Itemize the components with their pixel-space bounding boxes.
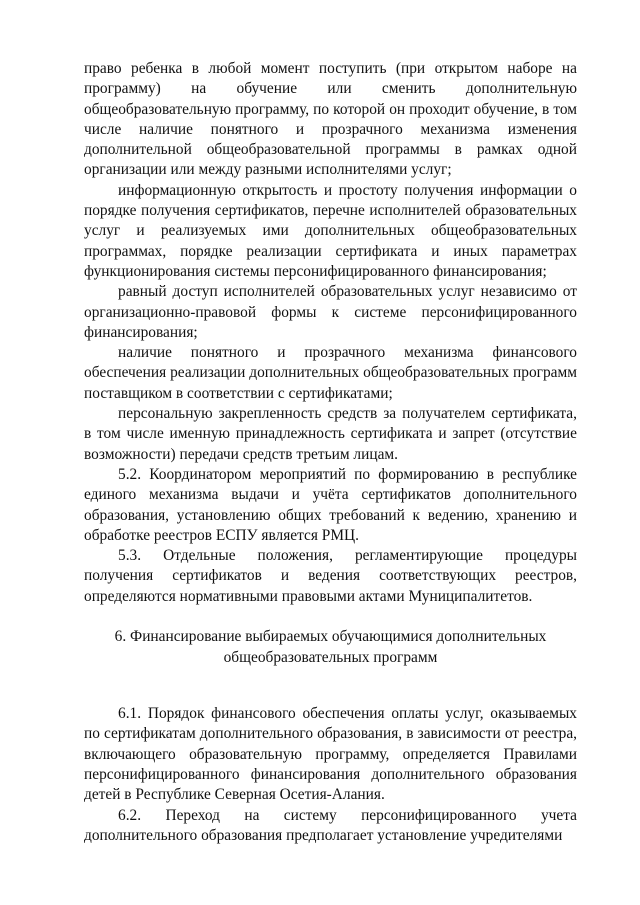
paragraph-6-1: 6.1. Порядок финансового обеспечения оплаты услуг, оказываемых по сертификатам дополнительного образования, в зависимости от реестра, включающего образовательную программу, определяется Правилами персонифицированного финансирования дополнительного образования детей в Республике Северная Осетия-Алания.	[84, 705, 577, 804]
document-body	[84, 59, 577, 846]
paragraph-5-3: 5.3. Отдельные положения, регламентирующие процедуры получения сертификатов и ведения соответствующих реестров, определяются нормативными правовыми актами Муниципалитетов.	[84, 547, 577, 605]
paragraph-equal-access: равный доступ исполнителей образовательных услуг независимо от организационно-правовой формы к системе персонифицированного финансирования;	[84, 283, 577, 341]
paragraph-financial-mechanism: наличие понятного и прозрачного механизма финансового обеспечения реализации дополнительных общеобразовательных программ поставщиком в соответствии с сертификатами;	[84, 344, 577, 402]
section-heading-line-2: общеобразовательных программ	[223, 648, 438, 666]
paragraph-personal-assignment: персональную закрепленность средств за получателем сертификата, в том числе именную принадлежность сертификата и запрет (отсутствие возможности) передачи средств третьим лицам.	[84, 405, 577, 463]
section-heading-line-1: 6. Финансирование выбираемых обучающимися дополнительных	[114, 628, 547, 646]
paragraph-right-to-change-program: право ребенка в любой момент поступить (при открытом наборе на программу) на обучение или сменить дополнительную общеобразовательную программу, по которой он проходит обучение, в том числе наличие понятного и прозрачного механизма изменения дополнительной общеобразовательной программы в рамках одной организации или между разными исполнителями услуг;	[84, 60, 577, 179]
paragraph-information-openness: информационную открытость и простоту получения информации о порядке получения сертификатов, перечне исполнителей образовательных услуг и реализуемых ими дополнительных общеобразовательных программах, порядке реализации сертификата и иных параметрах функционирования системы персонифицированного финансирования;	[84, 181, 577, 280]
paragraph-6-2: 6.2. Переход на систему персонифицированного учета дополнительного образования предполагает установление учредителями	[84, 806, 577, 844]
paragraph-5-2: 5.2. Координатором мероприятий по формированию в республике единого механизма выдачи и учёта сертификатов дополнительного образования, установлению общих требований к ведению, хранению и обработке реестров ЕСПУ является РМЦ.	[84, 465, 577, 544]
section-6-heading	[84, 627, 577, 668]
